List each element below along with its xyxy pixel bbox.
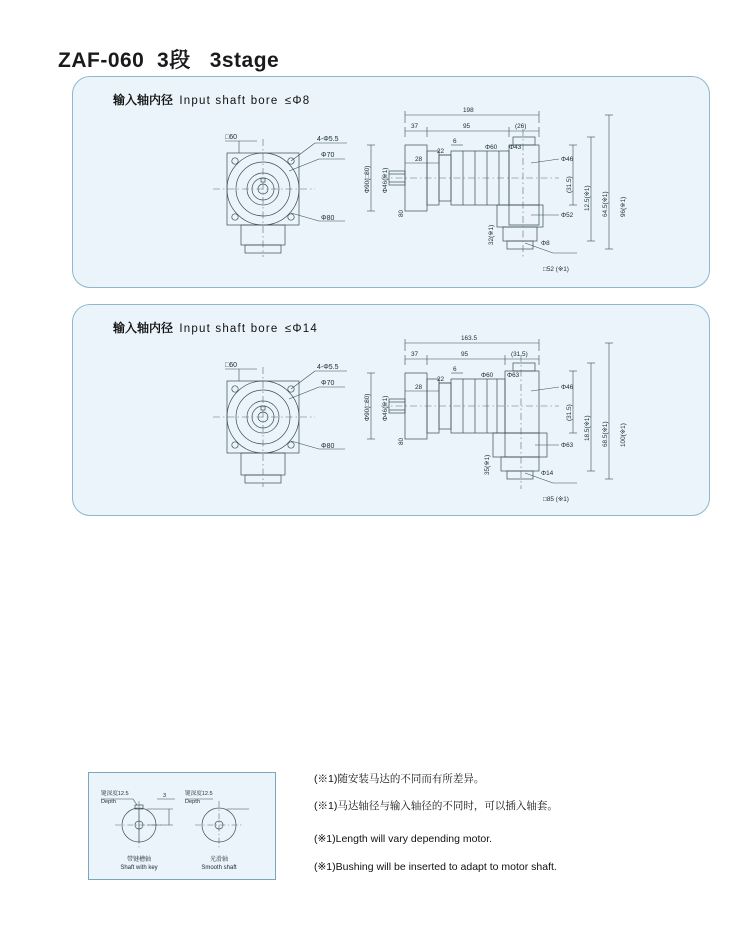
dim-46-6-2: Φ46(※1) [382, 395, 389, 421]
dim-37: 37 [411, 123, 419, 130]
dim-80-2: 80 [398, 437, 405, 445]
bore-value-2: ≤Φ14 [284, 323, 319, 335]
dim-32-2: 35(※1) [484, 454, 491, 475]
legend-right-caption-en: Smooth shaft [201, 865, 237, 871]
dim-64-5: 64.5(※1) [602, 191, 609, 217]
dim-31-5-2: (31.5) [566, 404, 573, 421]
dim-95: 95 [463, 123, 471, 130]
dim-96-2: 100(※1) [620, 423, 627, 447]
dim-37-2: 37 [411, 351, 419, 358]
page-title: ZAF-060 3段 3stage [58, 49, 280, 72]
dim-6: 6 [453, 138, 457, 145]
legend-left-width: 3 [163, 793, 167, 799]
dim-43-2: Φ63 [507, 372, 520, 379]
dim-31-5: (31.5) [566, 176, 573, 193]
front-view-drawing-2 [179, 349, 379, 499]
legend-left-depth-en: Depth [101, 799, 116, 805]
dim-22: 22 [437, 148, 445, 155]
dim-holes: 4-Φ5.5 [317, 136, 339, 143]
legend-right-caption-cn: 光滑轴 [209, 857, 229, 863]
shaft-legend-box [88, 772, 276, 880]
dim-46-2: Φ46 [561, 384, 574, 391]
dim-60-2: Φ60 [481, 372, 494, 379]
dim-52: Φ52 [561, 212, 574, 219]
dim-80: 80 [398, 209, 405, 217]
dim-90-80-2: Φ90(□80) [364, 393, 371, 421]
legend-right-depth-cn: 键深度12.5 [185, 791, 213, 797]
dim-square-52: □52 (※1) [543, 266, 569, 273]
dim-96: 96(※1) [620, 196, 627, 217]
dim-90-80: Φ90(□80) [364, 165, 371, 193]
bore-label-cn: 输入轴内径 [113, 93, 174, 107]
dim-26-2: (31.5) [511, 351, 528, 358]
dim-28: 28 [415, 156, 423, 163]
dim-outer: Φ80 [321, 215, 335, 222]
note-4: (※1)Bushing will be inserted to adapt to motor shaft. [314, 860, 557, 873]
note-3: (※1)Length will vary depending motor. [314, 833, 493, 846]
dim-pilot-2: Φ70 [321, 380, 335, 387]
dim-6-2: 6 [453, 366, 457, 373]
dim-26: (26) [515, 123, 527, 130]
legend-left-depth-cn: 键深度12.5 [101, 791, 129, 797]
dim-95-2: 95 [461, 351, 469, 358]
legend-left-caption-cn: 带键槽轴 [126, 857, 152, 863]
dim-total-length: 198 [463, 107, 474, 114]
dim-60: Φ60 [485, 144, 498, 151]
bore-label-1 [113, 91, 310, 108]
dim-square-52-2: □85 (※1) [543, 496, 569, 503]
dim-outer-2: Φ80 [321, 443, 335, 450]
dim-holes-2: 4-Φ5.5 [317, 364, 339, 371]
dim-pilot: Φ70 [321, 152, 335, 159]
dim-32: 32(※1) [488, 224, 495, 245]
dim-total-length-2: 163.5 [461, 335, 477, 342]
side-view-drawing-1 [363, 93, 703, 283]
bore-label-en-2: Input shaft bore [179, 323, 279, 335]
panel-bore-14 [72, 304, 710, 516]
dim-square-flange: □60 [225, 134, 238, 141]
front-view-drawing-1 [179, 121, 379, 271]
dim-square-flange-2: □60 [225, 362, 238, 369]
dim-46-6: Φ46(※1) [382, 167, 389, 193]
dim-52-2: Φ63 [561, 442, 574, 449]
bore-label-en: Input shaft bore [179, 95, 279, 107]
dim-8: Φ8 [541, 240, 550, 247]
bore-label-2 [113, 319, 318, 336]
side-view-drawing-2 [363, 321, 703, 511]
note-2: (※1)马达轴径与输入轴径的不同时，可以插入轴套。 [314, 800, 558, 813]
legend-right-depth-en: Depth [185, 799, 200, 805]
dim-28-2: 28 [415, 384, 423, 391]
bore-value: ≤Φ8 [284, 95, 311, 107]
legend-left-caption-en: Shaft with key [120, 865, 158, 871]
dim-64-5-2: 68.5(※1) [602, 421, 609, 447]
dim-8-2: Φ14 [541, 470, 554, 477]
panel-bore-8 [72, 76, 710, 288]
bore-label-cn-2: 输入轴内径 [113, 321, 174, 335]
dim-12-5: 12.5(※1) [584, 185, 591, 211]
dim-12-5-2: 18.5(※1) [584, 415, 591, 441]
notes-block [314, 772, 714, 887]
dim-43: Φ43 [509, 144, 522, 151]
note-1: (※1)随安装马达的不同而有所差异。 [314, 773, 485, 785]
dim-46: Φ46 [561, 156, 574, 163]
dim-22-2: 22 [437, 376, 445, 383]
